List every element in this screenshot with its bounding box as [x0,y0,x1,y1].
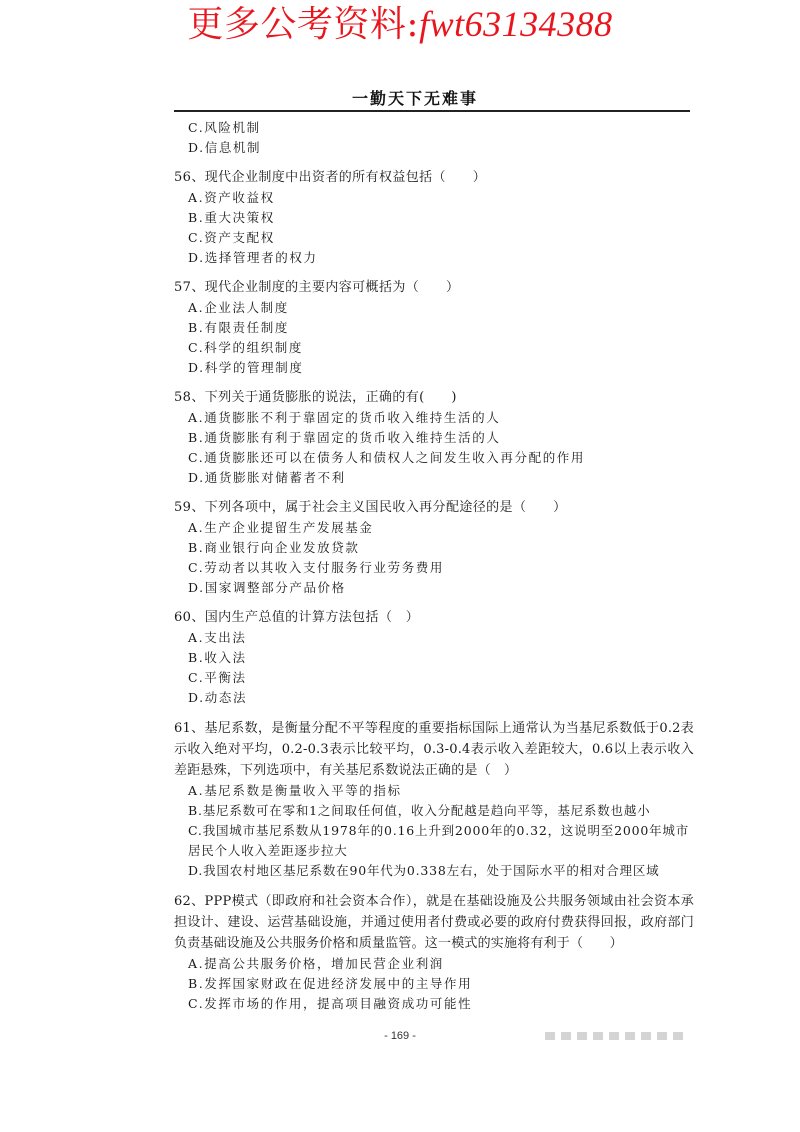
answer-option: C.发挥市场的作用，提高项目融资成功可能性 [188,996,473,1011]
banner-contact-id: fwt63134388 [419,4,613,44]
answer-option: C.资产支配权 [188,230,275,245]
question-stem: 62、PPP模式（即政府和社会资本合作），就是在基础设施及公共服务领域由社会资本承担设计、建设、运营基础设施，并通过使用者付费或必要的政府付费获得回报，政府部门负责基础设施及公共服务价格和质量监管。这一模式的实施将有利于（ ） [174,894,694,951]
answer-option: A.资产收益权 [188,190,275,205]
promo-banner [0,2,800,47]
spacer [174,488,694,498]
answer-option: B.发挥国家财政在促进经济发展中的主导作用 [188,976,473,991]
answer-option: A.生产企业提留生产发展基金 [188,520,374,535]
spacer [174,268,694,278]
answer-option: B.收入法 [188,650,247,665]
answer-option: A.支出法 [188,630,247,645]
answer-option: C.平衡法 [188,670,247,685]
answer-option: C.劳动者以其收入支付服务行业劳务费用 [188,560,444,575]
question-stem: 56、现代企业制度中出资者的所有权益包括（ ） [174,170,487,185]
answer-option: D.通货膨胀对储蓄者不利 [188,470,346,485]
question-stem: 60、国内生产总值的计算方法包括（ ） [174,610,420,625]
spacer [174,378,694,388]
answer-option: D.我国农村地区基尼系数在90年代为0.338左右，处于国际水平的相对合理区域 [188,863,660,878]
question-stem: 61、基尼系数，是衡量分配不平等程度的重要指标国际上通常认为当基尼系数低于0.2表示收入绝对平均，0.2-0.3表示比较平均，0.3-0.4表示收入差距较大，0.6以上表示收入差距悬殊，下列选项中，有关基尼系数说法正确的是（ ） [174,721,694,778]
answer-option: D.国家调整部分产品价格 [188,580,346,595]
spacer [174,598,694,608]
answer-option: A.通货膨胀不利于靠固定的货币收入维持生活的人 [188,410,501,425]
answer-option: C.风险机制 [188,120,261,135]
answer-option: A.基尼系数是衡量收入平等的指标 [188,783,402,798]
spacer [174,708,694,718]
page-number: - 169 - [384,1030,416,1042]
answer-option: D.科学的管理制度 [188,360,304,375]
question-content [174,118,694,1014]
answer-option: C.通货膨胀还可以在债务人和债权人之间发生收入再分配的作用 [188,450,585,465]
answer-option: D.动态法 [188,690,248,705]
banner-prefix: 更多公考资料: [187,4,420,45]
answer-option: D.信息机制 [188,140,262,155]
spacer [174,881,694,891]
answer-option: B.重大决策权 [188,210,275,225]
header-rule [174,110,690,112]
answer-option: B.有限责任制度 [188,320,289,335]
answer-option: B.基尼系数可在零和1之间取任何值，收入分配越是趋向平等，基尼系数也越小 [188,803,651,818]
answer-option: C.科学的组织制度 [188,340,303,355]
answer-option: A.提高公共服务价格，增加民营企业利润 [188,956,444,971]
answer-option: A.企业法人制度 [188,300,289,315]
scan-smudge [545,1032,685,1040]
question-stem: 58、下列关于通货膨胀的说法，正确的有( ) [174,390,457,405]
answer-option: B.商业银行向企业发放贷款 [188,540,360,555]
page-header-title: 一勤天下无难事 [352,89,479,108]
question-stem: 59、下列各项中，属于社会主义国民收入再分配途径的是（ ） [174,500,567,515]
answer-option: C.我国城市基尼系数从1978年的0.16上升到2000年的0.32，这说明至2000年城市居民个人收入差距逐步拉大 [188,823,689,858]
question-stem: 57、现代企业制度的主要内容可概括为（ ） [174,280,460,295]
spacer [174,158,694,168]
answer-option: D.选择管理者的权力 [188,250,318,265]
answer-option: B.通货膨胀有利于靠固定的货币收入维持生活的人 [188,430,501,445]
